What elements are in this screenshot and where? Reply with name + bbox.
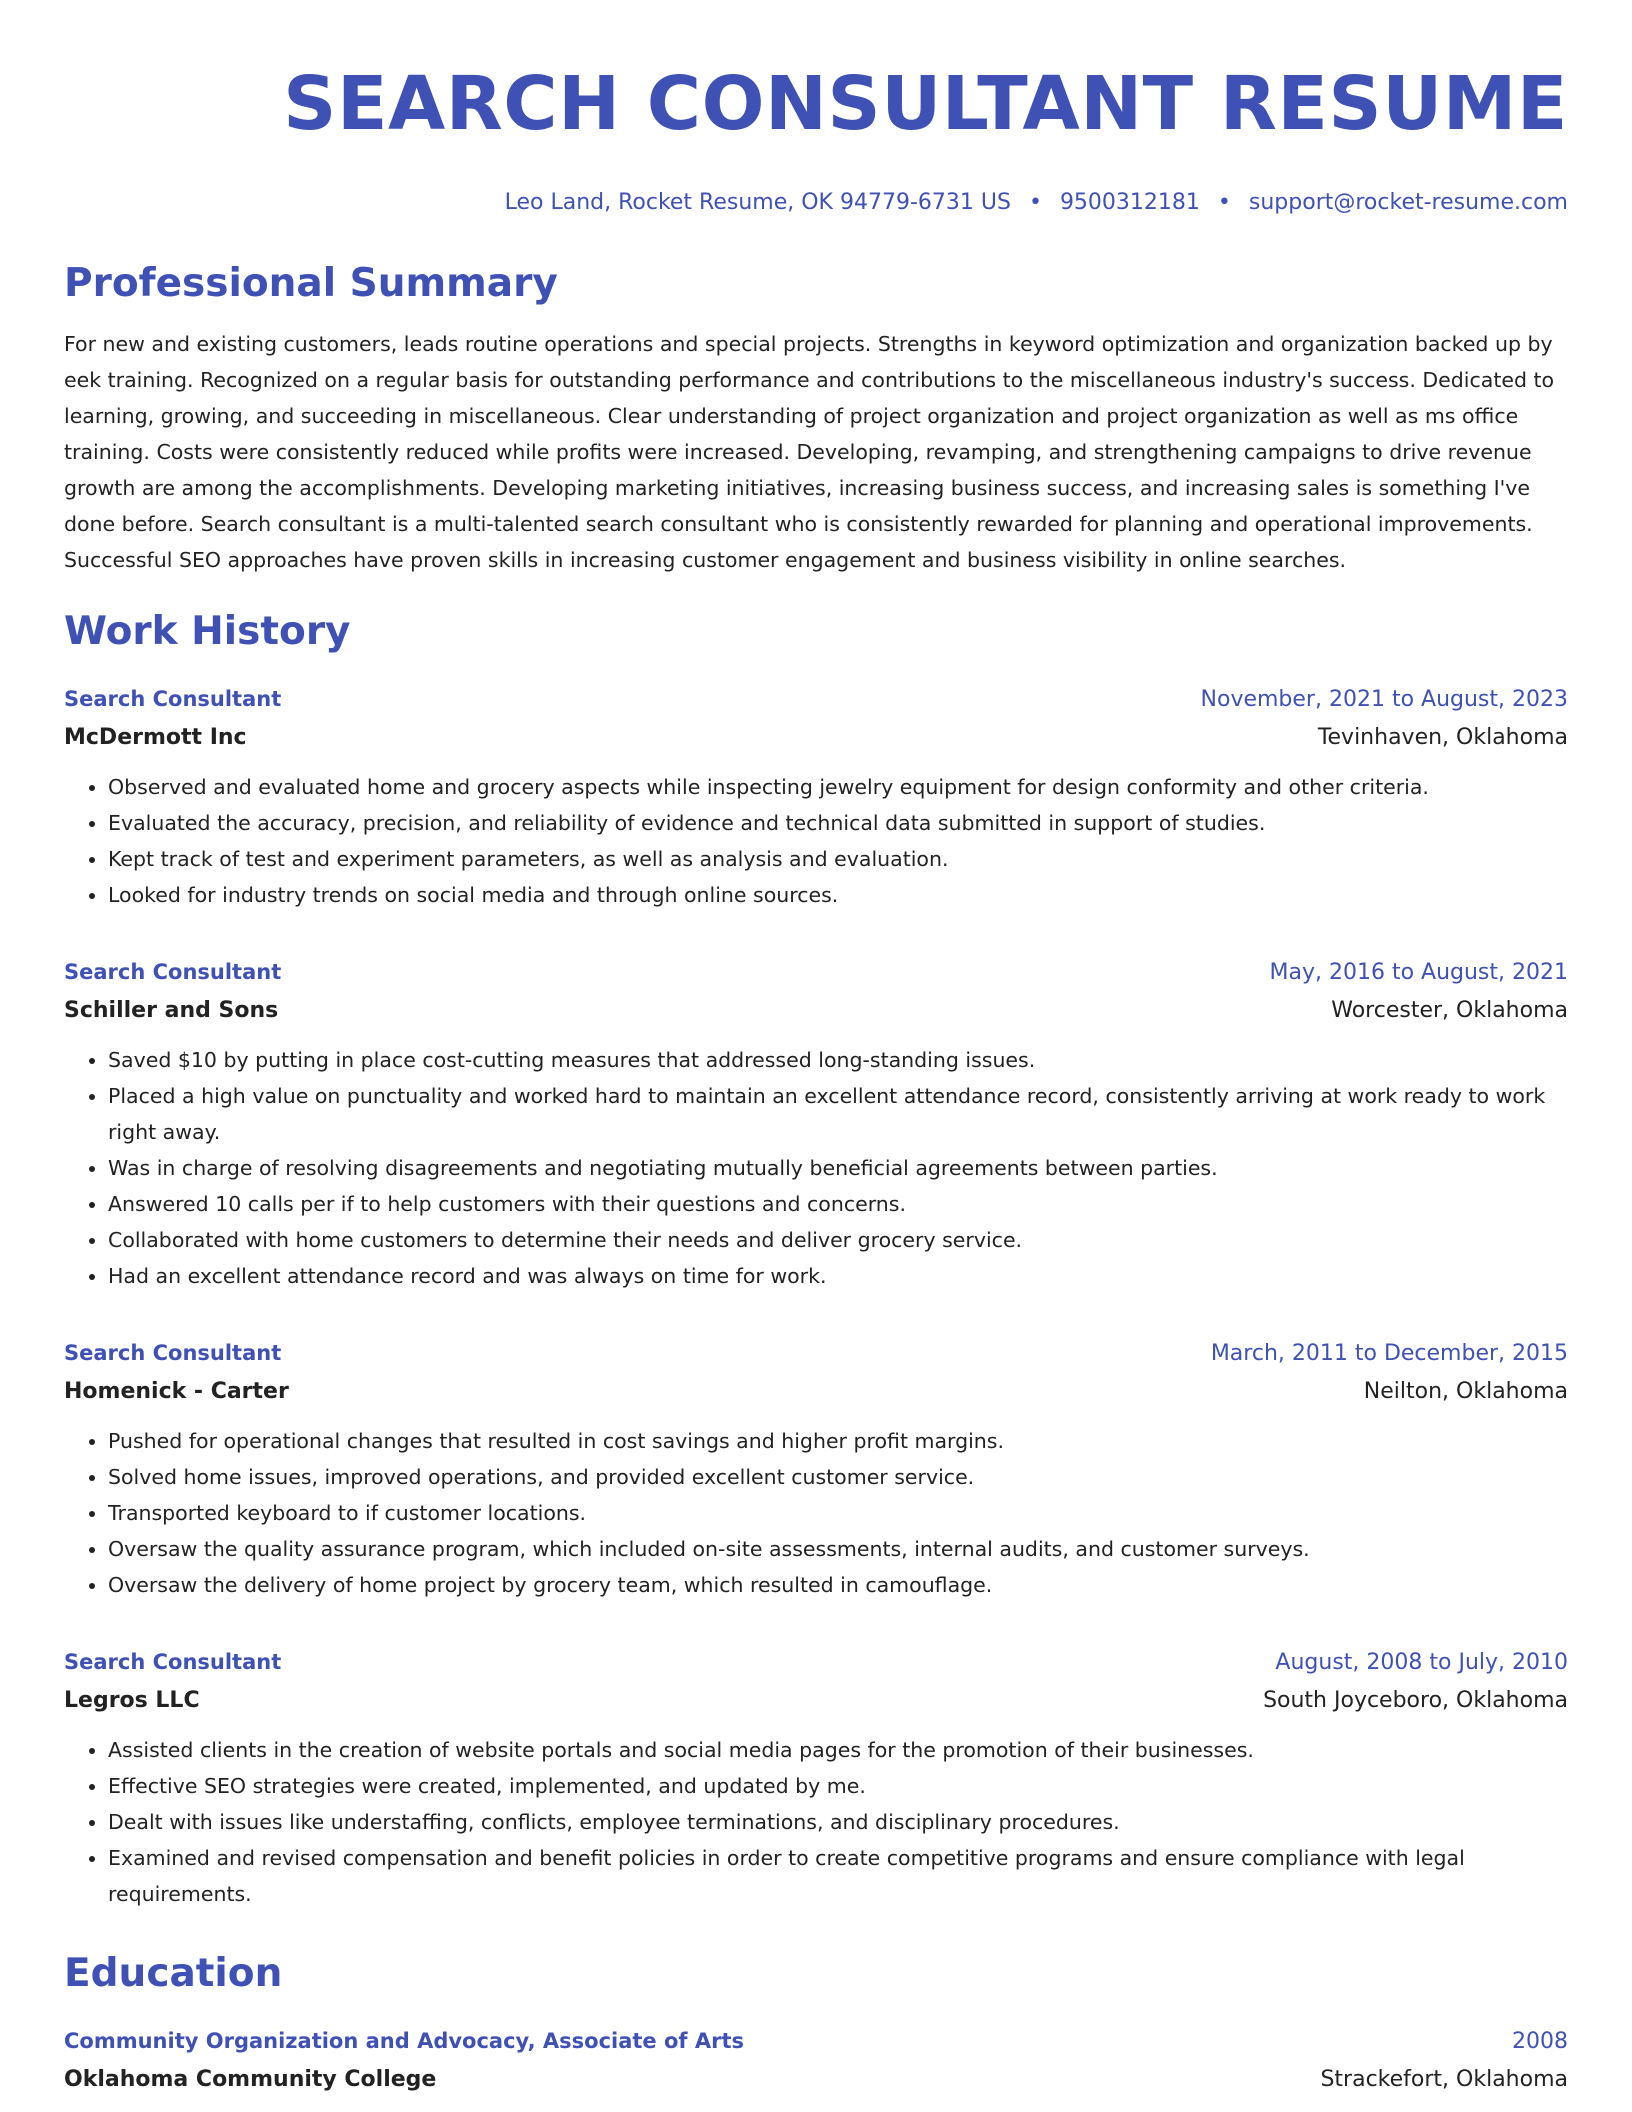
job-dates: May, 2016 to August, 2021 [1269,960,1568,985]
job-location: Worcester, Oklahoma [1331,998,1568,1023]
job-title: Search Consultant [64,960,282,984]
job-dates: November, 2021 to August, 2023 [1200,687,1568,712]
job-bullet: • Transported keyboard to if customer locations. [108,1495,1568,1531]
job-company-row [64,719,1568,757]
job-bullet: • Answered 10 calls per if to help customers with their questions and concerns. [108,1186,1568,1222]
company-name: Homenick - Carter [64,1379,289,1404]
company-name: Legros LLC [64,1688,200,1713]
job-company-row [64,1682,1568,1720]
job-title: Search Consultant [64,1650,282,1674]
job-location: South Joyceboro, Oklahoma [1263,1688,1568,1713]
job-dates: March, 2011 to December, 2015 [1210,1341,1568,1366]
job-title: Search Consultant [64,1341,282,1365]
job-dates: August, 2008 to July, 2010 [1275,1650,1568,1675]
job-bullet: • Pushed for operational changes that resulted in cost savings and higher profit margins. [108,1423,1568,1459]
job-entry [64,1643,1568,1912]
job-bullet-list [64,1423,1568,1603]
job-entry [64,953,1568,1294]
contact-phone: 9500312181 [1059,190,1200,215]
job-bullet: • Oversaw the quality assurance program, which included on-site assessments, internal audits, and customer surveys. [108,1531,1568,1567]
resume-page [64,0,1568,2099]
job-bullet: • Kept track of test and experiment parameters, as well as analysis and evaluation. [108,841,1568,877]
company-name: McDermott Inc [64,725,247,750]
degree: Community Organization and Advocacy, Associate of Arts [64,2029,745,2053]
job-bullet: • Placed a high value on punctuality and worked hard to maintain an excellent attendance record, consistently arriving at work ready to work right away. [108,1078,1568,1150]
job-bullet: • Dealt with issues like understaffing, conflicts, employee terminations, and disciplinary procedures. [108,1804,1568,1840]
job-company-row [64,992,1568,1030]
contact-email: support@rocket-resume.com [1248,190,1568,215]
job-bullet: • Was in charge of resolving disagreements and negotiating mutually beneficial agreements between parties. [108,1150,1568,1186]
job-company-row [64,1373,1568,1411]
company-name: Schiller and Sons [64,998,279,1023]
job-header-row [64,680,1568,719]
education-header-row [64,2022,1568,2061]
education-year: 2008 [1512,2029,1568,2054]
job-bullet: • Collaborated with home customers to determine their needs and deliver grocery service. [108,1222,1568,1258]
job-location: Tevinhaven, Oklahoma [1317,725,1568,750]
job-bullet: • Assisted clients in the creation of website portals and social media pages for the promotion of their businesses. [108,1732,1568,1768]
contact-separator: • [1028,190,1042,215]
education-entry [64,2022,1568,2099]
job-bullet: • Evaluated the accuracy, precision, and reliability of evidence and technical data submitted in support of studies. [108,805,1568,841]
work-history-heading: Work History [64,609,351,654]
contact-separator: • [1217,190,1231,215]
job-header-row [64,953,1568,992]
job-entry [64,1334,1568,1603]
job-bullet-list [64,1732,1568,1912]
job-title: Search Consultant [64,687,282,711]
job-header-row [64,1643,1568,1682]
job-bullet: • Had an excellent attendance record and was always on time for work. [108,1258,1568,1294]
resume-title: SEARCH CONSULTANT RESUME [283,61,1568,147]
job-location: Neilton, Oklahoma [1363,1379,1568,1404]
education-list [64,2022,1568,2099]
contact-line [64,188,1568,218]
job-bullet: • Examined and revised compensation and benefit policies in order to create competitive programs and ensure compliance with legal requirements. [108,1840,1568,1912]
school-location: Strackefort, Oklahoma [1320,2067,1568,2092]
job-bullet-list [64,1042,1568,1294]
job-bullet: • Looked for industry trends on social media and through online sources. [108,877,1568,913]
job-bullet: • Oversaw the delivery of home project by grocery team, which resulted in camouflage. [108,1567,1568,1603]
job-header-row [64,1334,1568,1373]
education-heading: Education [64,1951,283,1996]
job-bullet: • Solved home issues, improved operations, and provided excellent customer service. [108,1459,1568,1495]
job-bullet-list [64,769,1568,913]
work-history-list [64,680,1568,1912]
summary-text: For new and existing customers, leads routine operations and special projects. Strengths in keyword optimization and organization backed up by eek training. Recognized on a regular basis for outstanding performance and contributions to the miscellaneous industry's success. Dedicated to learning, growing, and succeeding in miscellaneous. Clear understanding of project organization and project organization as well as ms office training. Costs were consistently reduced while profits were increased. Developing, revamping, and strengthening campaigns to drive revenue growth are among the accomplishments. Developing marketing initiatives, increasing business success, and increasing sales is something I've done before. Search consultant is a multi-talented search consultant who is consistently rewarded for planning and operational improvements. Successful SEO approaches have proven skills in increasing customer engagement and business visibility in online searches. [64,332,1555,572]
job-entry [64,680,1568,913]
job-bullet: • Observed and evaluated home and grocery aspects while inspecting jewelry equipment for design conformity and other criteria. [108,769,1568,805]
school-name: Oklahoma Community College [64,2067,437,2092]
contact-address: Leo Land, Rocket Resume, OK 94779-6731 US [504,190,1011,215]
education-school-row [64,2061,1568,2099]
summary-heading: Professional Summary [64,261,558,306]
job-bullet: • Effective SEO strategies were created, implemented, and updated by me. [108,1768,1568,1804]
job-bullet: • Saved $10 by putting in place cost-cutting measures that addressed long-standing issues. [108,1042,1568,1078]
